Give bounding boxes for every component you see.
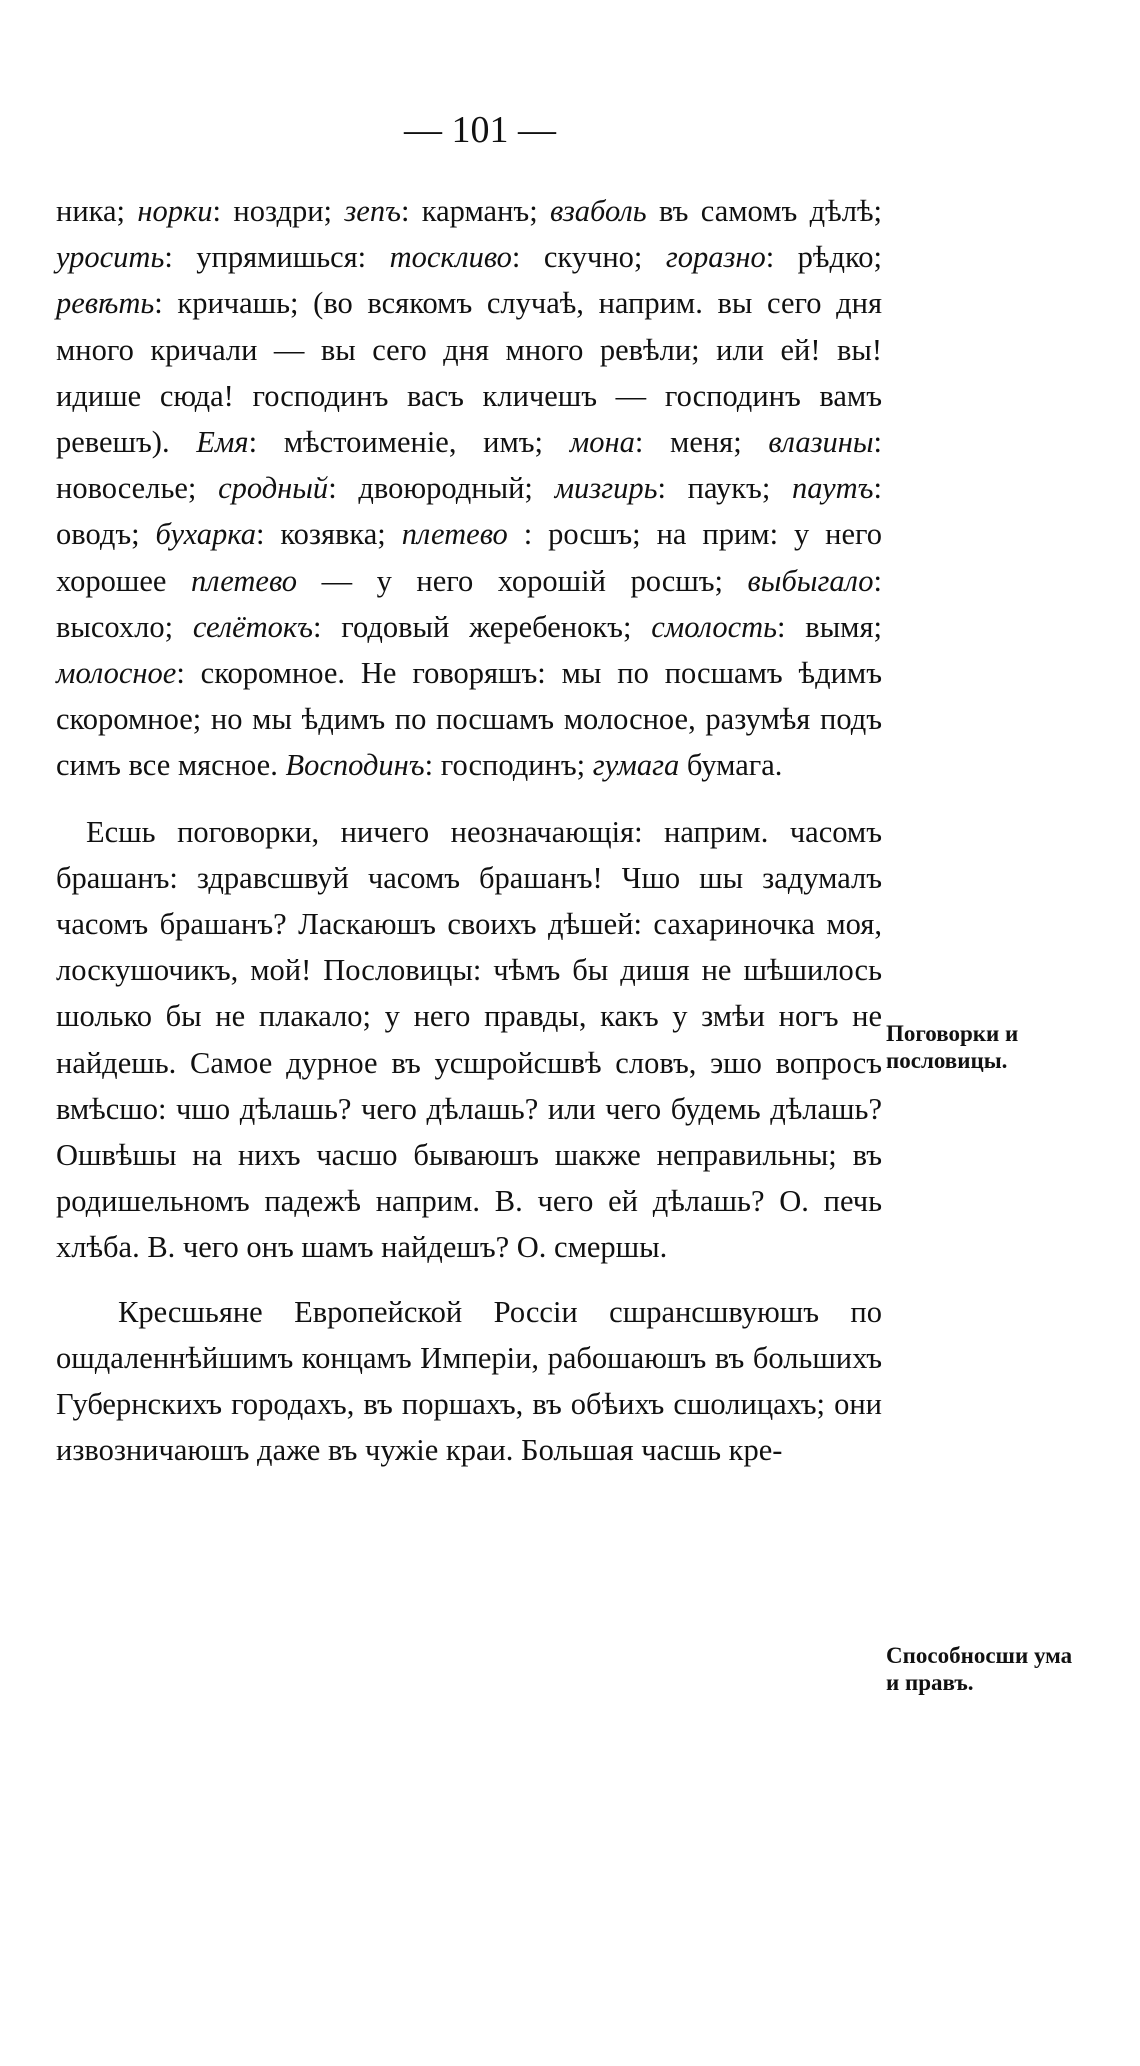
margin-note-abilities: Способносши ума и правъ. xyxy=(886,1643,1073,1695)
italic-dialect-word: выбыгало xyxy=(747,563,874,598)
italic-dialect-word: молосное xyxy=(56,656,177,691)
italic-dialect-word: Емя xyxy=(196,425,249,460)
italic-dialect-word: селётокъ xyxy=(192,609,314,644)
italic-dialect-word: влазины xyxy=(768,425,874,460)
italic-dialect-word: Восподинъ xyxy=(285,748,425,783)
italic-dialect-word: мизгирь xyxy=(554,471,658,506)
italic-dialect-word: ревѣть xyxy=(56,286,155,321)
paragraph-peasant-abilities: Кресшьяне Европейской Россіи сшрансшвуюшъ по ошдаленнѣйшимъ концамъ Имперіи, рабошаюшъ въ большихъ Губернскихъ городахъ, въ поршахъ, въ обѣихъ сшолицахъ; они извозничаюшъ даже въ чужіе краи. Большая часшь кре- xyxy=(56,1294,882,1468)
italic-dialect-word: плетево xyxy=(190,563,298,598)
italic-dialect-word: мона xyxy=(569,425,635,460)
italic-dialect-word: норки xyxy=(137,194,213,228)
main-text-column xyxy=(56,188,882,1473)
italic-dialect-word: тоскливо xyxy=(389,240,512,275)
italic-dialect-word: сродный xyxy=(218,471,329,506)
paragraph-dialect-words: ника; норки: ноздри; зепъ: карманъ; взаболь въ самомъ дѣлѣ; уросить: упрямишься: тоскливо: скучно; горазно: рѣдко; ревѣть: кричашь; (во всякомъ случаѣ, наприм. вы сего дня много кричали — вы сего дня много ревѣли; или ей! вы! идише сюда! господинъ васъ кличешъ — господинъ вамъ ревешъ). Емя: мѣстоименіе, имъ; мона: меня; влазины: новоселье; сродный: двоюродный; мизгирь: паукъ; паутъ: оводъ; бухарка: козявка; плетево : росшъ; на прим: у него хорошее плетево — у него хорошій росшъ; выбыгало: высохло; селётокъ: годовый жеребенокъ; смолость: вымя; молосное: скоромное. Не говоряшъ: мы по посшамъ ѣдимъ скоромное; но мы ѣдимъ по посшамъ молосное, разумѣя подъ симъ все мясное. Восподинъ: господинъ; гумага бумага. xyxy=(56,194,883,783)
paragraph-sayings: Есшь поговорки, ничего неозначающія: наприм. часомъ брашанъ: здравсшвуй часомъ брашанъ! Чшо шы задумалъ часомъ брашанъ? Ласкаюшъ своихъ дѣшей: сахариночка моя, лоскушочикъ, мой! Пословицы: чѣмъ бы дишя не шѣшилось шолько бы не плакало; у него правды, какъ у змѣи ногъ не найдешь. Самое дурное въ усшройсшвѣ словъ, эшо вопросъ вмѣсшо: чшо дѣлашь? чего дѣлашь? или чего будемь дѣлашь? Ошвѣшы на нихъ часшо бываюшъ шакже неправильны; въ родишельномъ падежѣ наприм. В. чего ей дѣлашь? О. печь хлѣба. В. чего онъ шамъ найдешъ? О. смершы. xyxy=(56,814,882,1265)
italic-dialect-word: плетево xyxy=(401,517,508,552)
italic-dialect-word: бухарка xyxy=(155,517,256,552)
margin-note-sayings: Поговорки и пословицы. xyxy=(886,1021,1019,1073)
italic-dialect-word: зепъ xyxy=(344,194,401,228)
italic-dialect-word: смолость xyxy=(651,609,778,644)
page-number: — 101 — xyxy=(404,109,556,151)
italic-dialect-word: взаболь xyxy=(550,194,647,228)
italic-dialect-word: гумага xyxy=(592,748,680,783)
italic-dialect-word: уросить xyxy=(56,240,165,275)
italic-dialect-word: паутъ xyxy=(792,471,874,506)
italic-dialect-word: горазно xyxy=(665,240,766,275)
